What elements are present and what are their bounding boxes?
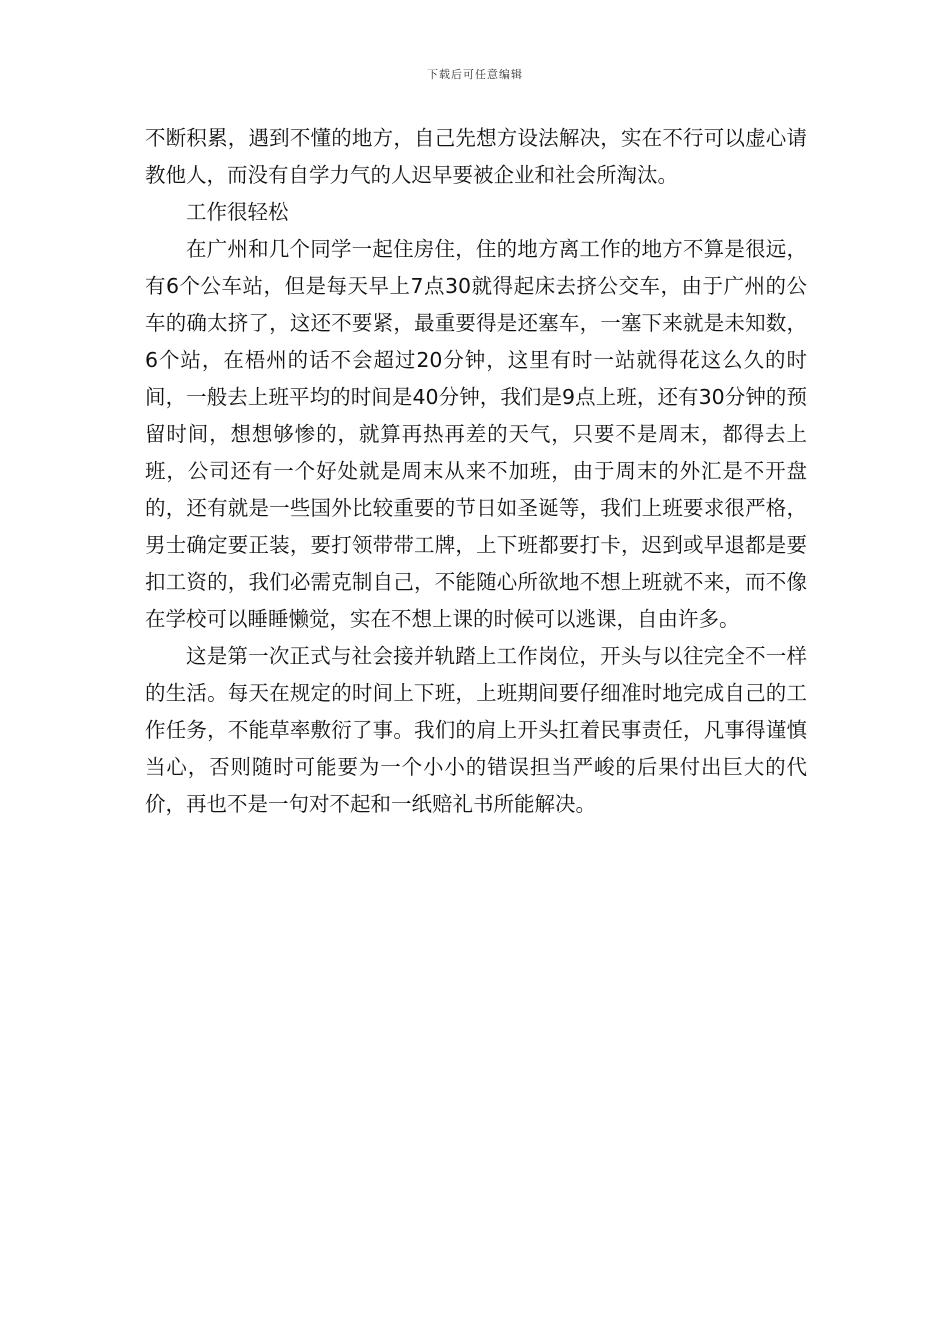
paragraph-commute: 在广州和几个同学一起住房住，住的地方离工作的地方不算是很远，有6个公车站，但是每天早上7点30就得起床去挤公交车，由于广州的公车的确太挤了，这还不要紧，最重要得是还塞车，一塞下来就是未知数，6个站，在梧州的话不会超过20分钟，这里有时一站就得花这么久的时间，一般去上班平均的时间是40分钟，我们是9点上班，还有30分钟的预留时间，想想够惨的，就算再热再差的天气，只要不是周末，都得去上班，公司还有一个好处就是周末从来不加班，由于周末的外汇是不开盘的，还有就是一些国外比较重要的节日如圣诞等，我们上班要求很严格，男士确定要正装，要打领带带工牌，上下班都要打卡，迟到或早退都是要扣工资的，我们必需克制自己，不能随心所欲地不想上班就不来，而不像在学校可以睡睡懒觉，实在不想上课的时候可以逃课，自由许多。: [145, 237, 807, 631]
header-note: 下载后可任意编辑: [427, 68, 523, 81]
document-body: [145, 120, 807, 823]
section-heading: 工作很轻松: [186, 200, 289, 224]
paragraph-continuation: 不断积累，遇到不懂的地方，自己先想方设法解决，实在不行可以虚心请教他人，而没有自学力气的人迟早要被企业和社会所淘汰。: [145, 126, 807, 187]
paragraph-first-job: 这是第一次正式与社会接并轨踏上工作岗位，开头与以往完全不一样的生活。每天在规定的时间上下班，上班期间要仔细准时地完成自己的工作任务，不能草率敷衍了事。我们的肩上开头扛着民事责任，凡事得谨慎当心，否则随时可能要为一个小小的错误担当严峻的后果付出巨大的代价，再也不是一句对不起和一纸赔礼书所能解决。: [145, 644, 807, 816]
